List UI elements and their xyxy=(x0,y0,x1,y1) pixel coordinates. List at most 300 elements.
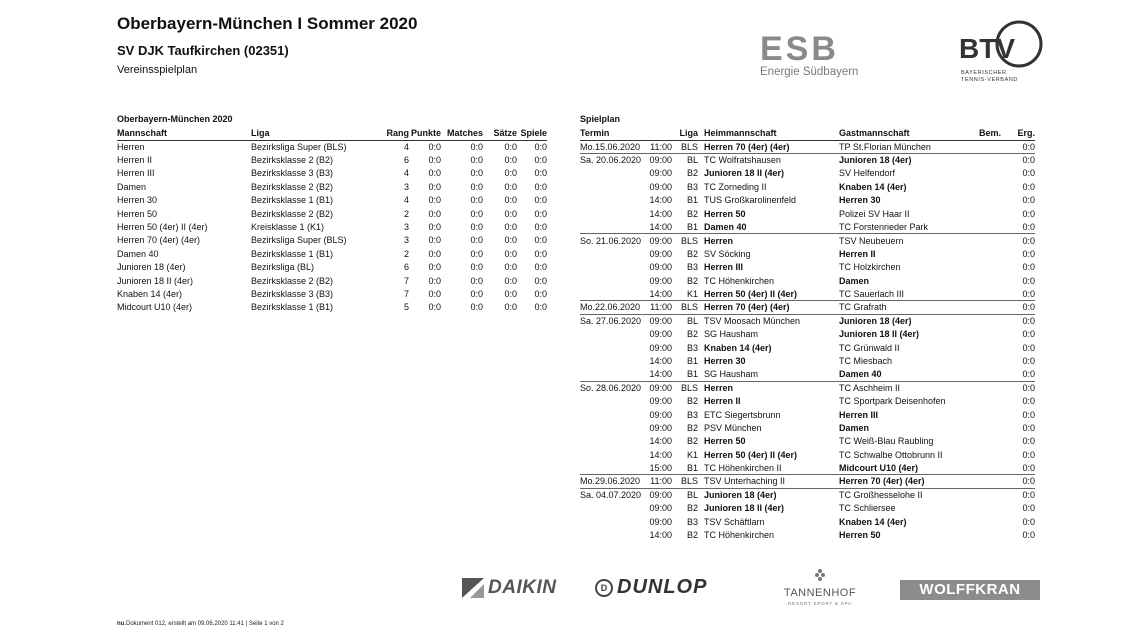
team-matches: 0:0 xyxy=(470,181,483,192)
esb-logo xyxy=(760,32,872,80)
teams-table xyxy=(117,127,547,314)
schedule-row xyxy=(580,274,1035,287)
guest-team: TC Aschheim II xyxy=(839,381,979,394)
match-note xyxy=(979,435,1007,448)
match-date xyxy=(580,394,646,407)
match-note xyxy=(979,488,1007,501)
btv-logo xyxy=(955,18,1055,88)
match-date xyxy=(580,194,646,207)
match-time: 14:00 xyxy=(649,208,672,219)
match-league: B3 xyxy=(686,262,698,273)
team-rank: 2 xyxy=(403,208,409,219)
team-matches: 0:0 xyxy=(470,235,483,246)
home-team: PSV München xyxy=(704,422,762,433)
team-matches: 0:0 xyxy=(470,155,483,166)
team-games: 0:0 xyxy=(534,141,547,152)
match-note xyxy=(979,287,1007,300)
teams-section-title: Oberbayern-München 2020 xyxy=(117,114,233,124)
match-date: Sa. 27.06.2020 xyxy=(580,314,646,327)
match-league: K1 xyxy=(686,449,698,460)
team-rank: 3 xyxy=(403,222,409,233)
match-league: B1 xyxy=(686,369,698,380)
guest-team: TC Großhesselohe II xyxy=(839,488,979,501)
match-result: 0:0 xyxy=(1022,181,1035,192)
footer-text: .Dokument 012, erstellt am 09.06.2020 11:41 | Seite 1 von 2 xyxy=(124,621,284,627)
team-row xyxy=(117,287,547,300)
page-footer xyxy=(117,621,284,627)
guest-team: TC Schwalbe Ottobrunn II xyxy=(839,449,943,460)
schedule-section-title: Spielplan xyxy=(580,114,621,124)
team-matches: 0:0 xyxy=(470,141,483,152)
guest-team: Knaben 14 (4er) xyxy=(839,516,907,527)
team-name: Herren 50 xyxy=(117,208,158,219)
match-date: Sa. 20.06.2020 xyxy=(580,153,646,166)
match-time: 15:00 xyxy=(649,462,672,473)
match-date xyxy=(580,421,646,434)
match-date xyxy=(580,327,646,340)
match-league: BLS xyxy=(672,381,698,394)
match-time: 09:00 xyxy=(649,516,672,527)
schedule-row xyxy=(580,461,1035,474)
schedule-header-row xyxy=(580,127,1035,140)
match-note xyxy=(979,394,1007,407)
team-league: Kreisklasse 1 (K1) xyxy=(251,222,325,233)
team-row xyxy=(117,274,547,287)
schedule-row xyxy=(580,368,1035,381)
match-time: 14:00 xyxy=(649,355,672,366)
match-result: 0:0 xyxy=(1007,140,1035,153)
team-points: 0:0 xyxy=(428,195,441,206)
team-row xyxy=(117,301,547,314)
match-league: B2 xyxy=(686,275,698,286)
esb-logo-mark: ESB xyxy=(760,30,839,68)
match-note xyxy=(979,220,1007,233)
match-date xyxy=(580,180,646,193)
match-league: B2 xyxy=(686,208,698,219)
team-league: Bezirksliga (BL) xyxy=(251,262,315,273)
schedule-row xyxy=(580,421,1035,434)
home-team: Herren 50 xyxy=(704,436,746,447)
schedule-row xyxy=(580,502,1035,515)
match-time: 11:00 xyxy=(646,140,672,153)
match-league: BLS xyxy=(672,234,698,247)
team-league: Bezirksklasse 1 (B1) xyxy=(251,302,334,313)
match-time: 09:00 xyxy=(646,234,672,247)
match-note xyxy=(979,167,1007,180)
match-time: 09:00 xyxy=(646,314,672,327)
match-result: 0:0 xyxy=(1022,342,1035,353)
home-team: Junioren 18 (4er) xyxy=(698,488,839,501)
schedule-row xyxy=(580,261,1035,274)
team-sets: 0:0 xyxy=(504,168,517,179)
col-points: Punkte xyxy=(410,128,441,139)
match-date xyxy=(580,261,646,274)
team-points: 0:0 xyxy=(428,222,441,233)
team-league: Bezirksliga Super (BLS) xyxy=(251,235,347,246)
match-date xyxy=(580,274,646,287)
match-league: B1 xyxy=(686,355,698,366)
schedule-row xyxy=(580,394,1035,407)
guest-team: TP St.Florian München xyxy=(839,140,979,153)
match-league: B1 xyxy=(686,462,698,473)
match-time: 09:00 xyxy=(649,275,672,286)
match-note xyxy=(979,314,1007,327)
home-team: Herren II xyxy=(704,396,741,407)
team-league: Bezirksklasse 2 (B2) xyxy=(251,208,334,219)
match-date xyxy=(580,220,646,233)
team-row xyxy=(117,194,547,207)
home-team: TC Wolfratshausen xyxy=(698,153,839,166)
guest-team: Polizei SV Haar II xyxy=(839,208,910,219)
home-team: Junioren 18 II (4er) xyxy=(704,168,785,179)
team-sets: 0:0 xyxy=(504,195,517,206)
col-result: Erg. xyxy=(1007,127,1035,140)
match-league: B2 xyxy=(686,503,698,514)
match-note xyxy=(979,381,1007,394)
match-note xyxy=(979,341,1007,354)
match-note xyxy=(979,180,1007,193)
match-result: 0:0 xyxy=(1022,329,1035,340)
tannenhof-logo-text: TANNENHOF xyxy=(783,587,857,599)
match-note xyxy=(979,194,1007,207)
match-league: B2 xyxy=(686,422,698,433)
team-row xyxy=(117,140,547,153)
team-points: 0:0 xyxy=(428,235,441,246)
guest-team: Herren 30 xyxy=(839,195,881,206)
match-note xyxy=(979,274,1007,287)
guest-team: Herren II xyxy=(839,248,876,259)
match-date xyxy=(580,515,646,528)
match-note xyxy=(979,247,1007,260)
team-name: Junioren 18 II (4er) xyxy=(117,275,194,286)
guest-team: TC Weiß-Blau Raubling xyxy=(839,436,934,447)
match-note xyxy=(979,528,1007,541)
home-team: SV Söcking xyxy=(704,248,751,259)
match-time: 11:00 xyxy=(646,301,672,314)
match-date: So. 21.06.2020 xyxy=(580,234,646,247)
guest-team: TC Schliersee xyxy=(839,503,896,514)
team-games: 0:0 xyxy=(534,275,547,286)
match-result: 0:0 xyxy=(1007,488,1035,501)
svg-text:BTV: BTV xyxy=(959,33,1015,64)
match-time: 09:00 xyxy=(646,488,672,501)
schedule-row xyxy=(580,301,1035,314)
guest-team: Damen 40 xyxy=(839,369,882,380)
team-sets: 0:0 xyxy=(504,248,517,259)
esb-logo-subtitle: Energie Südbayern xyxy=(760,66,859,78)
home-team: Herren III xyxy=(704,262,744,273)
match-time: 09:00 xyxy=(646,153,672,166)
tannenhof-logo-subtitle: RESORT SPORT & SPA xyxy=(788,601,852,606)
schedule-row xyxy=(580,287,1035,300)
schedule-row xyxy=(580,435,1035,448)
match-time: 09:00 xyxy=(649,396,672,407)
team-name: Knaben 14 (4er) xyxy=(117,288,183,299)
match-note xyxy=(979,448,1007,461)
team-row xyxy=(117,261,547,274)
team-rank: 2 xyxy=(403,248,409,259)
col-sets: Sätze xyxy=(483,127,517,140)
match-time: 14:00 xyxy=(649,221,672,232)
match-league: K1 xyxy=(686,288,698,299)
home-team: TC Höhenkirchen II xyxy=(704,462,782,473)
team-matches: 0:0 xyxy=(470,195,483,206)
match-note xyxy=(979,327,1007,340)
match-result: 0:0 xyxy=(1022,355,1035,366)
team-league: Bezirksklasse 2 (B2) xyxy=(251,155,334,166)
guest-team: Junioren 18 II (4er) xyxy=(839,329,920,340)
match-result: 0:0 xyxy=(1022,168,1035,179)
match-league: B2 xyxy=(686,436,698,447)
schedule-row xyxy=(580,234,1035,247)
team-sets: 0:0 xyxy=(504,155,517,166)
daikin-logo-mark xyxy=(462,578,484,598)
team-name: Damen 40 xyxy=(117,248,159,259)
match-time: 09:00 xyxy=(649,168,672,179)
match-date: Mo.22.06.2020 xyxy=(580,301,646,314)
match-time: 09:00 xyxy=(649,329,672,340)
team-games: 0:0 xyxy=(534,181,547,192)
match-result: 0:0 xyxy=(1022,503,1035,514)
team-row xyxy=(117,167,547,180)
team-rank: 7 xyxy=(403,275,409,286)
home-team: Herren 70 (4er) (4er) xyxy=(698,301,839,314)
schedule-row xyxy=(580,207,1035,220)
guest-team: TC Sportpark Deisenhofen xyxy=(839,396,946,407)
team-matches: 0:0 xyxy=(470,208,483,219)
team-rank: 7 xyxy=(403,288,409,299)
match-note xyxy=(979,461,1007,474)
team-points: 0:0 xyxy=(428,275,441,286)
team-sets: 0:0 xyxy=(504,141,517,152)
team-league: Bezirksklasse 1 (B1) xyxy=(251,195,334,206)
team-games: 0:0 xyxy=(534,208,547,219)
team-league: Bezirksklasse 1 (B1) xyxy=(251,248,334,259)
team-points: 0:0 xyxy=(428,155,441,166)
match-note xyxy=(979,502,1007,515)
team-sets: 0:0 xyxy=(504,235,517,246)
match-league: BLS xyxy=(672,475,698,488)
match-time: 09:00 xyxy=(649,342,672,353)
team-matches: 0:0 xyxy=(470,222,483,233)
home-team: TC Höhenkirchen xyxy=(704,530,775,541)
team-league: Bezirksliga Super (BLS) xyxy=(251,141,347,152)
home-team: ETC Siegertsbrunn xyxy=(704,409,781,420)
guest-team: Damen xyxy=(839,422,870,433)
guest-team: TC Holzkirchen xyxy=(839,262,901,273)
guest-team: TC Forstenrieder Park xyxy=(839,221,929,232)
match-league: BLS xyxy=(672,140,698,153)
match-time: 09:00 xyxy=(649,422,672,433)
home-team: TSV Moosach München xyxy=(698,314,839,327)
home-team: TSV Unterhaching II xyxy=(698,475,839,488)
team-sets: 0:0 xyxy=(504,288,517,299)
match-league: B2 xyxy=(686,530,698,541)
schedule-row xyxy=(580,341,1035,354)
home-team: Damen 40 xyxy=(704,221,747,232)
schedule-row xyxy=(580,247,1035,260)
footer-nu: nu xyxy=(117,621,125,627)
team-games: 0:0 xyxy=(534,262,547,273)
schedule-row xyxy=(580,327,1035,340)
match-result: 0:0 xyxy=(1022,221,1035,232)
col-league: Liga xyxy=(251,127,369,140)
home-team: Junioren 18 II (4er) xyxy=(704,503,785,514)
team-league: Bezirksklasse 3 (B3) xyxy=(251,168,334,179)
col-matches: Matches xyxy=(441,127,483,140)
match-league: B3 xyxy=(686,342,698,353)
team-matches: 0:0 xyxy=(470,262,483,273)
team-rank: 4 xyxy=(403,195,409,206)
team-games: 0:0 xyxy=(534,155,547,166)
match-note xyxy=(979,421,1007,434)
match-date xyxy=(580,207,646,220)
col-note: Bem. xyxy=(979,127,1007,140)
guest-team: TC Grünwald II xyxy=(839,342,900,353)
match-date xyxy=(580,502,646,515)
match-league: BLS xyxy=(672,301,698,314)
match-time: 11:00 xyxy=(646,475,672,488)
match-result: 0:0 xyxy=(1022,262,1035,273)
team-matches: 0:0 xyxy=(470,168,483,179)
btv-logo-subtitle-2: TENNIS-VERBAND xyxy=(961,77,1018,83)
guest-team: TC Miesbach xyxy=(839,355,893,366)
home-team: TUS Großkarolinenfeld xyxy=(704,195,797,206)
col-home: Heimmannschaft xyxy=(698,127,839,140)
schedule-row xyxy=(580,528,1035,541)
col-rank: Rang xyxy=(369,127,409,140)
col-team: Mannschaft xyxy=(117,127,251,140)
home-team: Herren 50 (4er) II (4er) xyxy=(704,449,798,460)
match-time: 14:00 xyxy=(649,530,672,541)
home-team: SG Hausham xyxy=(704,329,759,340)
team-games: 0:0 xyxy=(534,248,547,259)
team-row xyxy=(117,247,547,260)
team-games: 0:0 xyxy=(534,235,547,246)
guest-team: Midcourt U10 (4er) xyxy=(839,462,919,473)
team-row xyxy=(117,153,547,166)
match-note xyxy=(979,140,1007,153)
team-league: Bezirksklasse 2 (B2) xyxy=(251,181,334,192)
match-league: B3 xyxy=(686,409,698,420)
match-league: B2 xyxy=(686,329,698,340)
match-note xyxy=(979,261,1007,274)
schedule-row xyxy=(580,408,1035,421)
team-rank: 4 xyxy=(403,168,409,179)
match-result: 0:0 xyxy=(1022,369,1035,380)
guest-team: SV Helfendorf xyxy=(839,168,896,179)
match-date xyxy=(580,287,646,300)
page-title: Oberbayern-München I Sommer 2020 xyxy=(117,14,418,33)
match-date xyxy=(580,341,646,354)
match-date: So. 28.06.2020 xyxy=(580,381,646,394)
team-sets: 0:0 xyxy=(504,275,517,286)
match-date xyxy=(580,528,646,541)
team-rank: 5 xyxy=(403,302,409,313)
guest-team: Junioren 18 (4er) xyxy=(839,153,979,166)
col-date: Termin xyxy=(580,127,646,140)
schedule-row xyxy=(580,475,1035,488)
team-name: Herren xyxy=(117,141,145,152)
team-name: Midcourt U10 (4er) xyxy=(117,302,193,313)
schedule-row xyxy=(580,314,1035,327)
teams-header-row xyxy=(117,127,547,140)
col-league: Liga xyxy=(672,127,698,140)
wolffkran-logo: WOLFFKRAN xyxy=(900,580,1040,600)
match-result: 0:0 xyxy=(1022,530,1035,541)
guest-team: Junioren 18 (4er) xyxy=(839,314,979,327)
match-result: 0:0 xyxy=(1022,462,1035,473)
match-date: Sa. 04.07.2020 xyxy=(580,488,646,501)
dunlop-logo-mark: D xyxy=(595,579,613,597)
team-name: Herren 30 xyxy=(117,195,158,206)
team-games: 0:0 xyxy=(534,222,547,233)
match-result: 0:0 xyxy=(1007,234,1035,247)
team-name: Herren 50 (4er) II (4er) xyxy=(117,222,208,233)
match-result: 0:0 xyxy=(1007,314,1035,327)
team-name: Damen xyxy=(117,181,147,192)
team-name: Herren III xyxy=(117,168,155,179)
team-name: Herren II xyxy=(117,155,153,166)
tannenhof-logo-mark xyxy=(812,568,828,584)
match-result: 0:0 xyxy=(1022,449,1035,460)
home-team: Herren 70 (4er) (4er) xyxy=(698,140,839,153)
match-date xyxy=(580,368,646,381)
match-result: 0:0 xyxy=(1022,208,1035,219)
schedule-row xyxy=(580,354,1035,367)
match-result: 0:0 xyxy=(1022,275,1035,286)
match-time: 09:00 xyxy=(646,381,672,394)
team-points: 0:0 xyxy=(428,141,441,152)
guest-team: TC Sauerlach III xyxy=(839,288,905,299)
home-team: TC Zorneding II xyxy=(704,181,767,192)
match-league: B1 xyxy=(686,221,698,232)
match-result: 0:0 xyxy=(1022,288,1035,299)
match-note xyxy=(979,408,1007,421)
tannenhof-logo xyxy=(775,568,865,612)
team-row xyxy=(117,220,547,233)
match-result: 0:0 xyxy=(1022,248,1035,259)
dunlop-logo xyxy=(595,573,745,603)
home-team: TC Höhenkirchen xyxy=(704,275,775,286)
team-matches: 0:0 xyxy=(470,248,483,259)
match-note xyxy=(979,354,1007,367)
match-league: B3 xyxy=(686,181,698,192)
match-time: 14:00 xyxy=(649,436,672,447)
team-sets: 0:0 xyxy=(504,181,517,192)
team-row xyxy=(117,234,547,247)
team-sets: 0:0 xyxy=(504,222,517,233)
match-result: 0:0 xyxy=(1022,422,1035,433)
team-rank: 3 xyxy=(403,181,409,192)
schedule-row xyxy=(580,180,1035,193)
col-guest: Gastmannschaft xyxy=(839,127,979,140)
team-matches: 0:0 xyxy=(470,275,483,286)
team-matches: 0:0 xyxy=(470,288,483,299)
match-time: 14:00 xyxy=(649,195,672,206)
match-date xyxy=(580,247,646,260)
team-games: 0:0 xyxy=(534,168,547,179)
match-time: 14:00 xyxy=(649,288,672,299)
match-date xyxy=(580,448,646,461)
team-row xyxy=(117,180,547,193)
schedule-row xyxy=(580,448,1035,461)
team-games: 0:0 xyxy=(534,288,547,299)
team-points: 0:0 xyxy=(428,181,441,192)
team-sets: 0:0 xyxy=(504,208,517,219)
home-team: SG Hausham xyxy=(704,369,759,380)
match-league: B1 xyxy=(686,195,698,206)
